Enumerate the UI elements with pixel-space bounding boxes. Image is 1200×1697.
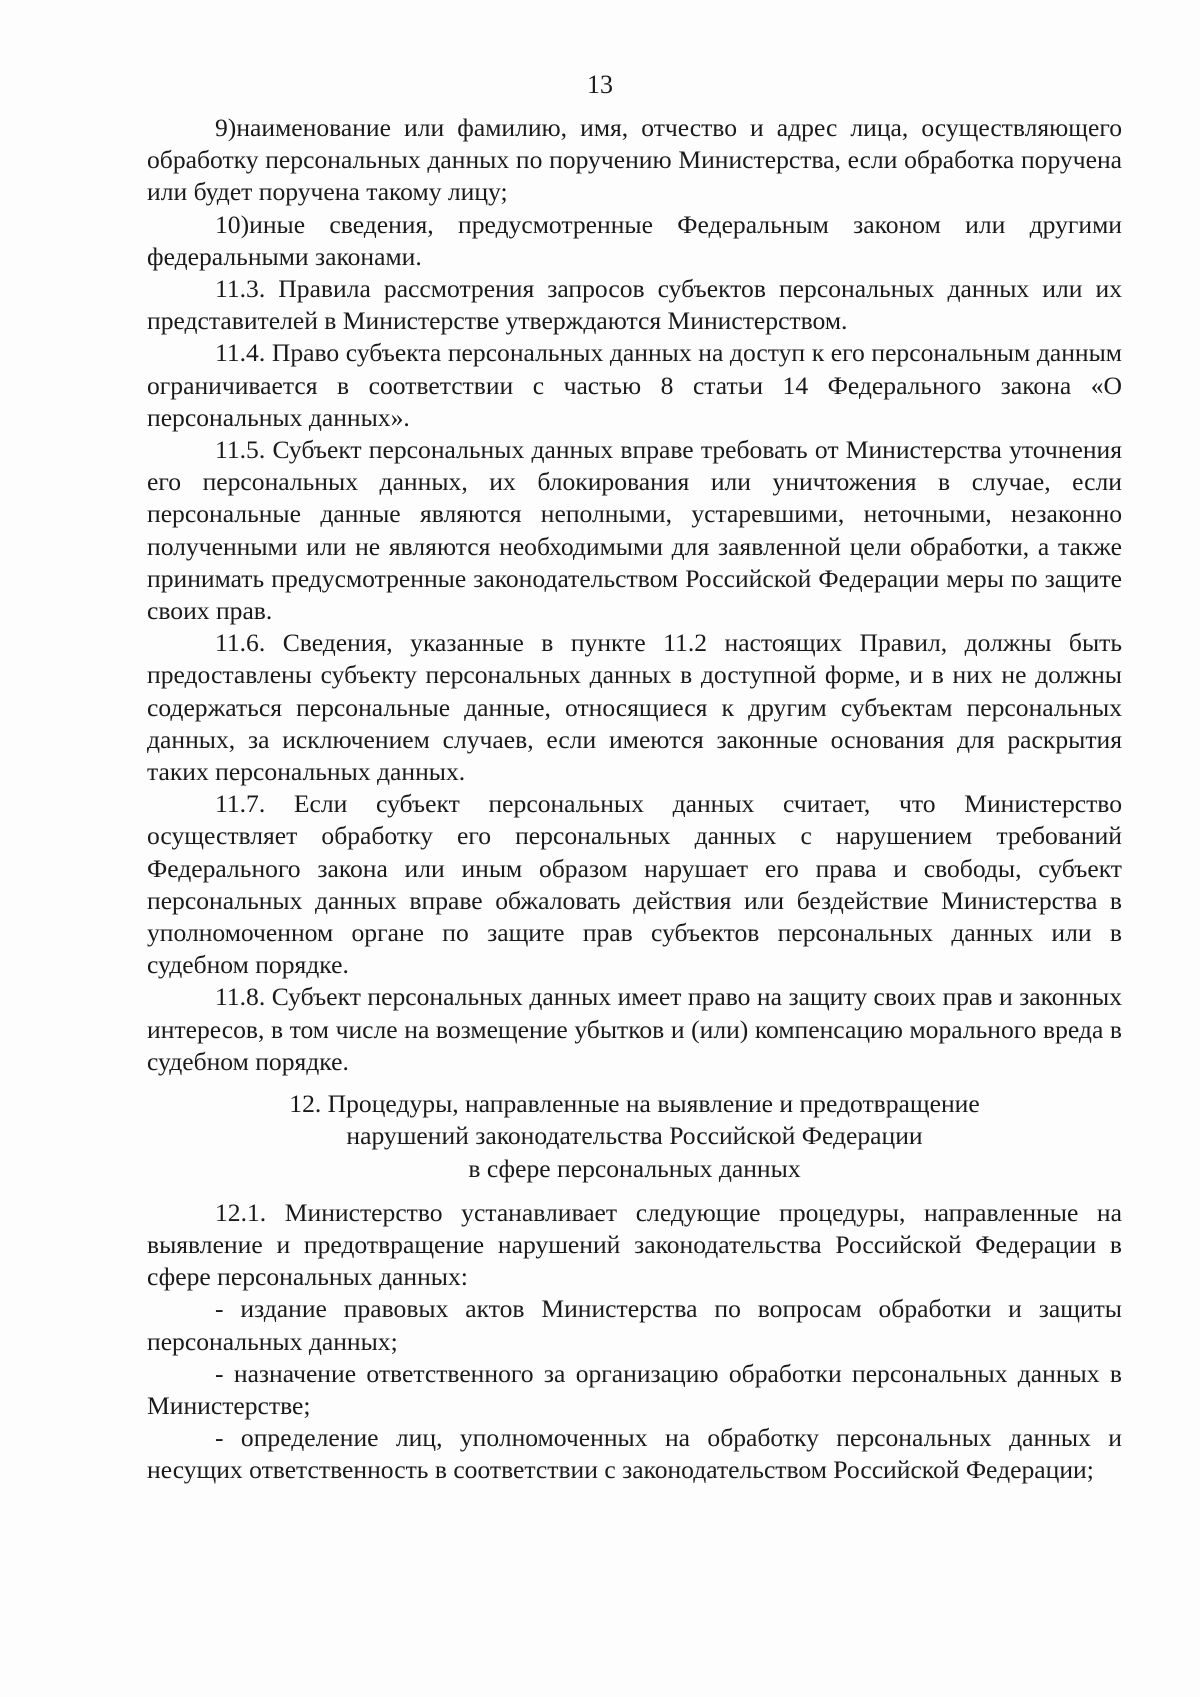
clause-12-1: 12.1. Министерство устанавливает следующие процедуры, направленные на выявление и предотвращение нарушений законодательства Российской Федерации в сфере персональных данных: [147, 1197, 1122, 1292]
clause-11-4: 11.4. Право субъекта персональных данных на доступ к его персональным данным ограничивается в соответствии с частью 8 статьи 14 Федерального закона «О персональных данных». [147, 338, 1122, 432]
procedure-item: - издание правовых актов Министерства по вопросам обработки и защиты персональных данных; [147, 1294, 1122, 1356]
section-heading-line: 12. Процедуры, направленные на выявление и предотвращение [289, 1089, 980, 1119]
page-number: 13 [587, 70, 613, 99]
section-heading-line: в сфере персональных данных [468, 1153, 801, 1183]
section-12-heading [147, 1088, 1122, 1185]
clause-11-7: 11.7. Если субъект персональных данных считает, что Министерство осуществляет обработку его персональных данных с нарушением требований Федерального закона или иным образом нарушает его права и свободы, субъект персональных данных вправе обжаловать действия или бездействие Министерства в уполномоченном органе по защите прав субъектов персональных данных или в судебном порядке. [147, 789, 1122, 980]
document-body [147, 112, 1122, 1487]
list-item-10: 10)иные сведения, предусмотренные Федеральным законом или другими федеральными законами. [147, 209, 1122, 271]
section-heading-line: нарушений законодательства Российской Федерации [346, 1121, 923, 1151]
clause-11-6: 11.6. Сведения, указанные в пункте 11.2 настоящих Правил, должны быть предоставлены субъекту персональных данных в доступной форме, и в них не должны содержаться персональные данные, относящиеся к другим субъектам персональных данных, за исключением случаев, если имеются законные основания для раскрытия таких персональных данных. [147, 628, 1122, 787]
list-item-9: 9)наименование или фамилию, имя, отчество и адрес лица, осуществляющего обработку персональных данных по поручению Министерства, если обработка поручена или будет поручена такому лицу; [147, 113, 1122, 207]
clause-11-3: 11.3. Правила рассмотрения запросов субъектов персональных данных или их представителей в Министерстве утверждаются Министерством. [147, 274, 1122, 336]
procedure-item: - определение лиц, уполномоченных на обработку персональных данных и несущих ответственность в соответствии с законодательством Российской Федерации; [147, 1423, 1122, 1485]
procedure-item: - назначение ответственного за организацию обработки персональных данных в Министерстве; [147, 1358, 1122, 1420]
clause-11-5: 11.5. Субъект персональных данных вправе требовать от Министерства уточнения его персональных данных, их блокирования или уничтожения в случае, если персональные данные являются неполными, устаревшими, неточными, незаконно полученными или не являются необходимыми для заявленной цели обработки, а также принимать предусмотренные законодательством Российской Федерации меры по защите своих прав. [147, 435, 1122, 626]
clause-11-8: 11.8. Субъект персональных данных имеет право на защиту своих прав и законных интересов, в том числе на возмещение убытков и (или) компенсацию морального вреда в судебном порядке. [147, 982, 1122, 1076]
